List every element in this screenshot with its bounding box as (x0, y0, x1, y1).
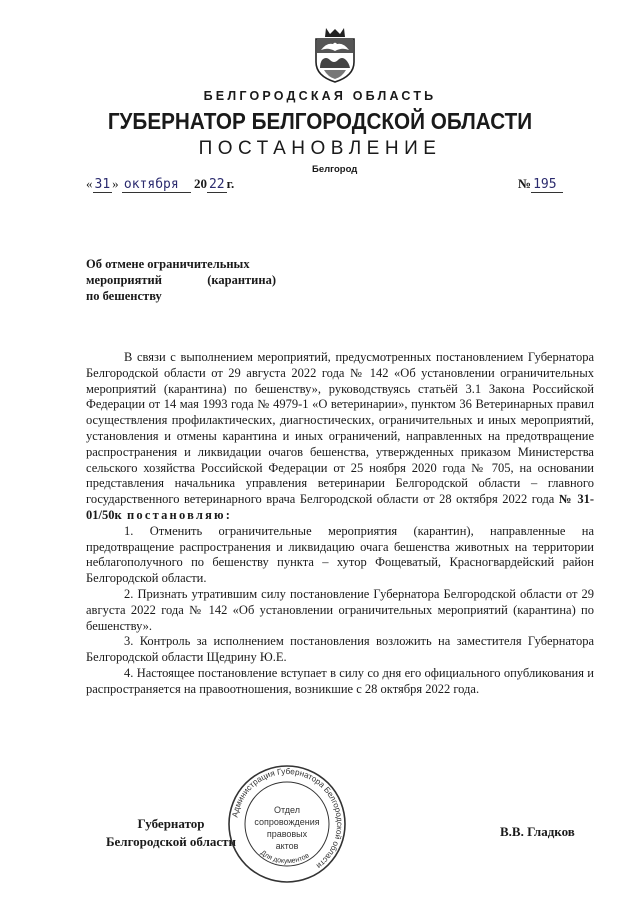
subject-line-3: по бешенству (86, 289, 162, 303)
document-subject (86, 256, 276, 304)
signatory-name: В.В. Гладков (500, 824, 575, 839)
date-year-end: г. (226, 176, 235, 191)
document-number (518, 176, 563, 192)
item-4: 4. Настоящее постановление вступает в силу со дня его официального опубликования и распространяется на правоотношения, возникшие с 28 октября 2022 года. (86, 665, 594, 696)
document-date (86, 176, 234, 192)
date-month: октября (122, 177, 191, 193)
preamble-text: В связи с выполнением мероприятий, предусмотренных постановлением Губернатора Белгородской области от 29 августа 2022 года № 142 «Об установлении ограничительных мероприятий (карантина) по бешенству», руководствуясь статьёй 3.1 Закона Российской Федерации от 14 мая 1993 года № 4979-1 «О ветеринарии», пунктом 36 Ветеринарных правил осуществления профилактических, диагностических, ограничительных и иных мероприятий, установления и отмены карантина и иных ограничений, направленных на предотвращение распространения и ликвидации очагов бешенства, утвержденных приказом Министерства сельского хозяйства Российской Федерации от 25 ноября 2020 года № 705, на основании представления начальника управления ветеринарии Белгородской области – главного государственного ветеринарного врача Белгородской области от 28 октября 2022 года (86, 350, 594, 507)
signatory-title-line-2: Белгородской области (105, 834, 237, 849)
stamp-center-line-4: актов (275, 841, 299, 851)
subject-line-2a: мероприятий (86, 273, 162, 287)
item-2: 2. Признать утратившим силу постановление Губернатора Белгородской области от 29 августа 2022 года № 142 «Об установлении ограничительных мероприятий (карантина) по бешенству». (86, 586, 594, 633)
signatory-title-line-1: Губернатор (137, 816, 205, 831)
stamp-center-line-2: сопровождения (254, 817, 320, 827)
stamp-ring-text: Администрация Губернатора Белгородской области (230, 766, 345, 871)
subject-line-2 (86, 272, 276, 288)
date-year-prefix: 20 (193, 176, 207, 191)
stamp-center-line-3: правовых (266, 829, 308, 839)
document-body (86, 350, 594, 698)
number-label: № (518, 176, 532, 191)
official-stamp (226, 763, 348, 885)
date-year-suffix: 22 (208, 177, 225, 192)
date-quote-close: » (112, 176, 119, 191)
document-type: ПОСТАНОВЛЕНИЕ (198, 138, 442, 159)
stamp-bottom-text: Для документов (259, 849, 311, 866)
preamble-paragraph (86, 350, 594, 524)
region-name: БЕЛГОРОДСКАЯ ОБЛАСТЬ (203, 89, 437, 103)
subject-line-1: Об отмене ограничительных (86, 257, 250, 271)
decree-word: постановляю: (121, 507, 233, 522)
subject-line-2b: (карантина) (207, 273, 276, 287)
stamp-center-line-1: Отдел (273, 805, 301, 815)
date-day: 31 (94, 177, 111, 192)
date-quote-open: « (86, 176, 93, 191)
item-3: 3. Контроль за исполнением постановления возложить на заместителя Губернатора Белгородской области Щедрину Ю.Е. (86, 634, 594, 665)
preamble-reference: № 31-01/50к (86, 492, 594, 522)
item-1: 1. Отменить ограничительные мероприятия (карантин), направленные на предотвращение распространения и ликвидацию очага бешенства животных на территории неблагополучного по бешенству пункта – хутор Фощеватый, Красногвардейский район Белгородской области. (86, 523, 594, 586)
city-name: Белгород (312, 164, 358, 175)
coat-of-arms-icon (312, 26, 358, 84)
authority-title: ГУБЕРНАТОР БЕЛГОРОДСКОЙ ОБЛАСТИ (107, 108, 533, 134)
number-value: 195 (531, 177, 562, 193)
